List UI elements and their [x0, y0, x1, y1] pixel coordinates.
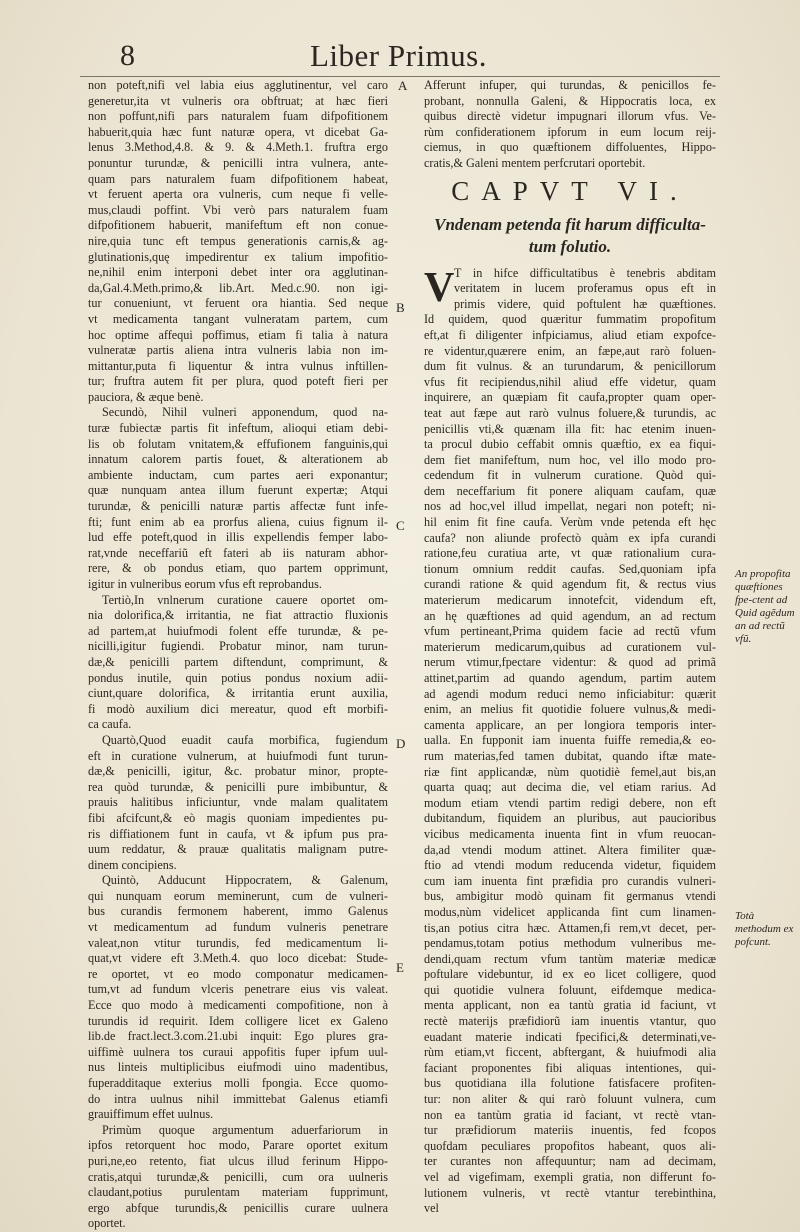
text-line: vicibus medicamenta inuenta fint in vfum reuocan- [424, 826, 716, 841]
text-line: vfum pertineant,Prima quidem facie ad rectũ vfum [424, 624, 716, 639]
text-line: ta procul dubio ceffabit omnis quæftio, ex ea fiqui- [424, 437, 716, 452]
text-line: vel ad vigefimam, exempli gratia, non differunt fo- [424, 1170, 716, 1184]
text-line: pondus inutile, quin potius pondus noxium adii- [88, 670, 388, 685]
text-line: ciunt,quare dolorifica, & irritantia erunt auxilia, [88, 686, 388, 701]
text-line: vt medicamenta tangant vulneratam partem, cum [88, 311, 388, 326]
text-line: turundis id requirit. Idem colligere licet ex Galeno [88, 1013, 388, 1028]
text-line: ratione,feu curatiua arte, vt quæ rationalium cura- [424, 546, 716, 561]
text-line: euadant materie indicati fpecifici,& determinati,ve- [424, 1029, 716, 1044]
text-line: inquirere, an quæpiam fit caufa,propter quam oper- [424, 390, 716, 405]
text-line: dem fiet manifeftum, num hoc, vel illo modo pro- [424, 452, 716, 467]
text-line: ipfos retorquent hoc modo, Parare oportet exitum [88, 1138, 388, 1153]
text-line: ambiente inductam, cum partes aeri exponantur; [88, 467, 388, 482]
text-line: camenta applicare, an per longiora temporis inter- [424, 717, 716, 732]
text-line: quat,vt videre eft 3.Meth.4. quo loco dicebat: Stude- [88, 951, 388, 966]
text-line: nire,quia tunc eft tempus generationis carnis,& ag- [88, 233, 388, 248]
text-line: lud effe poteft,quod in illis expellendis femper labo- [88, 530, 388, 545]
text-line: penicillis vti,& quænam illa fit: hac etenim inuen- [424, 421, 716, 436]
text-line: probant, nonnulla Galeni, & Hippocratis loca, ex [424, 93, 716, 108]
text-line: turundæ, & penicilli naturæ partis affectæ funt infe- [88, 499, 388, 514]
text-line: pendamus,totam potius methodum vulneribus me- [424, 936, 716, 951]
text-line: quofdam peculiares propofitos habeant, quos ali- [424, 1138, 716, 1153]
text-line: Secundò, Nihil vulneri apponendum, quod na- [102, 405, 388, 420]
text-line: puri,ne,eo retento, fiat ulcus illud ferinum Hippo- [88, 1153, 388, 1168]
text-line: pauciora, & æque benè. [88, 389, 204, 404]
text-line: difpofitionem habuerit, manifeftum eft non conue- [88, 218, 388, 233]
text-line: poftulare videbuntur, id ex eo licet colligere, quod [424, 967, 716, 982]
text-line: vulneratæ partis aliena intra vulneris labia non im- [88, 343, 388, 358]
text-line: claudant,potius purulentam materiam fupprimunt, [88, 1185, 388, 1200]
text-line: eft,at fi diligenter infpiciamus, aliud etiam expofce- [424, 327, 716, 342]
text-line: dinem concipiens. [88, 857, 177, 872]
text-line: quarta quaq; aut decima die, vel etiam rarius. Ad [424, 780, 716, 795]
text-line: tur; fruftra autem fit per plura, quod poteft fieri per [88, 374, 388, 389]
text-line: an hę quæftiones ad quid agendum, an ad rectum [424, 608, 716, 623]
chapter-subtitle-line: Vndenam petenda fit harum difficulta- [434, 214, 706, 234]
text-line: rùm etiam,vt ficcent, abftergant, & huiufmodi alia [424, 1045, 716, 1060]
text-line: ad partem,at huiufmodi folent effe turundæ, & pe- [88, 623, 388, 638]
left-column [88, 78, 388, 1232]
text-line: re oportet, vt eo modo componatur medicamen- [88, 966, 388, 981]
text-line: re videntur,quærere enim, an fæpe,aut rarò foluen- [424, 343, 716, 358]
text-line: quæ nunquam antea illum fuerunt expertæ; Atqui [88, 483, 388, 498]
text-line: teat aut fæpe aut rarò vulnus foluere,& turundis, ac [424, 405, 716, 420]
text-line: cum iam inuenta fint præfidia pro curandis vulneri- [424, 873, 716, 888]
text-line: non poffunt,nifi pars naturalem fuam difpofitionem [88, 109, 388, 124]
text-line: materierum medicarum innotefcit, videndum eft, [424, 593, 716, 608]
text-line: materierum medicarum,quibus ad curationem vul- [424, 639, 716, 654]
text-line: tur: non aliter & qui rarò foluunt vulnera, cum [424, 1092, 716, 1107]
text-line: ne,nihil enim interponi debet inter ora agglutinan- [88, 265, 388, 280]
chapter-subtitle [424, 214, 716, 258]
text-line: Quartò,Quod euadit caufa morbifica, fugiendum [102, 732, 388, 747]
text-line: T in hifce difficultatibus è tenebris abditam [454, 265, 716, 280]
drop-cap-initial: V [424, 264, 455, 311]
text-line: mittantur,puta fi liquentur & intra vulnus inftillen- [88, 358, 388, 373]
text-line: lis ob folutam vnitatem,& effufionem fanguinis,qui [88, 436, 388, 451]
text-line: tur conueniunt, vt feruent ora hiantia. Sed neque [88, 296, 388, 311]
text-line: quibus directè videtur impugnari illorum vfus. Ve- [424, 109, 716, 124]
text-line: Afferunt infuper, qui turundas, & penicillos fe- [424, 78, 716, 92]
text-line: Ecce quo modo à medicamenti compofitione, non à [88, 998, 388, 1013]
text-line: do intra uulnus nihil immittebat Galenus etiamfi [88, 1091, 388, 1106]
text-line: hoc optime affequi poffimus, etiam fi talia à natura [88, 327, 388, 342]
intro-paragraph [424, 78, 716, 172]
text-line: ftio ad vtendi modum reducenda videtur, fiquidem [424, 858, 716, 873]
header-rule [80, 76, 720, 77]
text-line: bus curandis fermonem haberent, immo Galenus [88, 904, 388, 919]
text-line: Tertiò,In vnlnerum curatione cauere oportet om- [102, 592, 388, 607]
text-line: ad agendi modum reduci nemo inficiabitur: quærit [424, 686, 716, 701]
text-line: veritatem in lucem proferamus opus eft in [454, 281, 716, 296]
text-line: non poteft,nifi vel labia eius agglutinentur, vel caro [88, 78, 388, 92]
text-line: tur præfidiorum materiis inuentis, fed fcopos [424, 1123, 716, 1138]
text-line: valeat,non vtitur turundis, fed medicamentum li- [88, 935, 388, 950]
text-line: ter curantes non affequuntur; nam ad decimam, [424, 1154, 716, 1169]
text-line: caufa? non aliunde profectò quàm ex ipfa curandi [424, 530, 716, 545]
text-line: dum fit vulnus. & an turundarum, & penicillorum [424, 359, 716, 374]
text-line: lenus 3.Method,4.8. & 9. & 4.Meth.1. fruftra ergo [88, 140, 388, 155]
text-line: Quintò, Adducunt Hippocratem, & Galenum, [102, 873, 388, 888]
text-line: innatum calorem partis fouet, & alterationem ab [88, 452, 388, 467]
text-line: rùm confiderationem ipforum in eum locum reij- [424, 124, 716, 139]
text-line: uum reddatur, & prauæ qualitatis malignam putre- [88, 842, 388, 857]
text-line: primis videre, quid poftulent hæ quæftiones. [454, 296, 716, 311]
text-line: cedendum fit in vulnerum curatione. Quòd qui- [424, 468, 716, 483]
text-line: da,ad vtendi modum attinet. Altera fimiliter quæ- [424, 842, 716, 857]
text-line: dendi,quam rectum vfum tantùm materiæ medicæ [424, 951, 716, 966]
margin-letter-e: E [396, 960, 404, 975]
text-line: lutionem vulneris, vt rectè vtantur terebinthina, [424, 1185, 716, 1200]
text-line: vfus fit recipiendus,nihil aliud effe videtur, quam [424, 374, 716, 389]
chapter-body [424, 266, 716, 1217]
text-line: tum,vt ad fundum vlceris penetrare eius vis valeat. [88, 982, 388, 997]
body-text [424, 266, 716, 1217]
text-line: vt feruent aperta ora vulneris, cum neque fi velle- [88, 187, 388, 202]
chapter-subtitle-line: tum folutio. [528, 236, 612, 256]
text-line: quam pars naturalem fuam difpofitionem habeat, [88, 171, 388, 186]
page-header [80, 36, 720, 80]
running-title: Liber Primus. [310, 38, 487, 73]
text-line: menta applicant, non ea tantù gratia id faciunt, vt [424, 998, 716, 1013]
text-line: attinet,partim ad quando agendum, partim autem [424, 671, 716, 685]
marginal-note: An propofita quæftiones fpe-ctent ad Quid agẽdum an ad rectũ vfũ. [735, 568, 795, 645]
text-line: igitur in vulneribus eorum vfus eft reprobandus. [88, 577, 322, 591]
text-line: nia dolorifica,& irritantia, ne fiat attractio fluxionis [88, 608, 388, 623]
text-line: vel [424, 1201, 439, 1216]
text-line: fti; funt enim ab ea prorfus aliena, cuius fignum il- [88, 514, 388, 529]
text-line: nus linteis multiplicibus eiufmodi uino madentibus, [88, 1060, 388, 1075]
right-column [424, 78, 716, 1217]
text-line: ris diffiationem funt in caufa, vt & ipfum pus pra- [88, 826, 388, 841]
text-line: turæ fubiectæ partis fit infeftum, alioqui etiam debi- [88, 421, 388, 436]
text-line: non ea tantùm gratia id faciant, vt rectè vtan- [424, 1107, 716, 1122]
text-line: da,Gal.4.Meth.primo,& lib.Art. Med.c.90. non igi- [88, 280, 388, 295]
text-line: Id quidem, quod quæritur fummatim propofitum [424, 312, 716, 327]
margin-letter-b: B [396, 300, 405, 315]
page-number: 8 [120, 39, 135, 72]
text-line: oportet. [88, 1216, 126, 1231]
text-line: rectè materijs præfidiorũ iam inuentis vtantur, quo [424, 1014, 716, 1029]
text-line: nicilli,igitur fugiendi. Probatur minor, nam turun- [88, 639, 388, 654]
text-line: vt medicamentum ad fundum vulneris penetrare [88, 920, 388, 935]
text-line: enim, an melius fit quotidie foluere vulnus,& medi- [424, 702, 716, 717]
text-line: prauis halitibus inficiuntur, vnde malam qualitatem [88, 795, 388, 810]
text-line: grauiffimum effet uulnus. [88, 1107, 214, 1122]
margin-letter-c: C [396, 518, 405, 533]
text-line: ponuntur turundæ, & penicilli intra vulnera, ante- [88, 155, 388, 170]
text-line: dæ,& penicilli, igitur, &c. probatur minor, propte- [88, 764, 388, 779]
text-line: dem neceffarium fit ponere aliquam caufam, quæ [424, 483, 716, 498]
text-line: ciemus, in quo quæftionem diffoluentes, Hippo- [424, 140, 716, 155]
text-line: bus, ambigitur modò quinam fit germanus vtendi [424, 889, 716, 904]
text-line: dubitandum, fiquidem an pluribus, aut paucioribus [424, 811, 716, 826]
text-line: modus,nùm videlicet applicanda fint cum linamen- [424, 904, 716, 919]
margin-letter-a: A [398, 78, 408, 93]
text-line: fuperadditaque exterius molli fpongia. Ecce quomo- [88, 1076, 388, 1090]
text-line: qui quotidie vulnera foluunt, eifdemque medica- [424, 982, 716, 997]
text-line: rat,vnde neceffariũ eft fateri ab iis naturam abhor- [88, 545, 388, 560]
text-line: glutinationis,quę impedirentur ex talium impofitio- [88, 249, 388, 264]
text-line: qui nunquam eorum meminerunt, cum de vulneri- [88, 888, 388, 903]
text-line: lib.de fract.lect.3.com.21.ubi inquit: Ego plures gra- [88, 1029, 388, 1044]
text-line: fi modò auxilium dici mereatur, quod eft morbifi- [88, 701, 388, 716]
text-line: faciant proponentes fibi aliquas intentiones, qui- [424, 1060, 716, 1075]
text-line: curandi ratione & quid agendum fit, & rectus vius [424, 577, 716, 592]
text-line: cratis,atqui turundæ,& penicilli, cum ora uulneris [88, 1169, 388, 1184]
text-line: tis,an potius citra hæc. Attamen,fi rem,vt decet, per- [424, 920, 716, 935]
text-line: Primùm quoque argumentum aduerfariorum in [102, 1122, 388, 1137]
text-line: ualla. En fupponit iam inuenta fuiffe remedia,& eo- [424, 733, 716, 748]
marginal-note: Totà methodum ex pofcunt. [735, 910, 794, 948]
text-line: rum materias,fed tamen dubitat, quando iftæ mate- [424, 748, 716, 763]
text-line: nerum vtimur,fpectare videntur: & quod ad primã [424, 655, 716, 670]
margin-letter-d: D [396, 736, 406, 751]
text-line: uiffimè uulnera tos curaui appofitis fuper ipfum uul- [88, 1044, 388, 1059]
text-line: dæ,& penicilli partem diftendunt, comprimunt, & [88, 654, 388, 669]
text-line: ergo abfque turundis,& penicillis curare uulnera [88, 1200, 388, 1215]
text-line: tionum omnium reddit caufas. Sed,quoniam ipfa [424, 561, 716, 576]
text-line: mus,claudi poffint. Vbi verò pars naturalem fuam [88, 202, 388, 217]
text-line: eft in curatione vulnerum, at huiufmodi funt turun- [88, 748, 388, 763]
text-line: ca caufa. [88, 717, 132, 732]
text-line: riæ fint applicandæ, nùm quotidiè femel,aut bis,an [424, 764, 716, 779]
text-line: cratis,& Galeni mentem perfcrutari oportebit. [424, 155, 646, 170]
text-line: nos ad hoc,vel illud impellat, negari non poteft; ni- [424, 499, 716, 514]
text-line: fibi afcifcunt,& eò magis quoniam impedientes pu- [88, 810, 388, 825]
text-line: modum etiam vtendi partim redigi debere, non eft [424, 795, 716, 810]
text-line: generetur,ita vt vulneris ora obftruat; at hæc fieri [88, 93, 388, 108]
chapter-heading: CAPVT VI. [451, 175, 689, 206]
text-line: hil enim fit fine caufa. Verùm vnde petenda eft hęc [424, 515, 716, 530]
text-line: rere, & ob pondus etiam, quo partem opprimunt, [88, 561, 388, 576]
text-line: bus quotidiana illa folutione fatisfacere profiten- [424, 1076, 716, 1091]
text-line: rea quòd turundæ, & penicilli pure imbibuntur, & [88, 779, 388, 794]
text-line: habuerit,quia hæc funt naturæ opera, vt dicebat Ga- [88, 124, 388, 139]
